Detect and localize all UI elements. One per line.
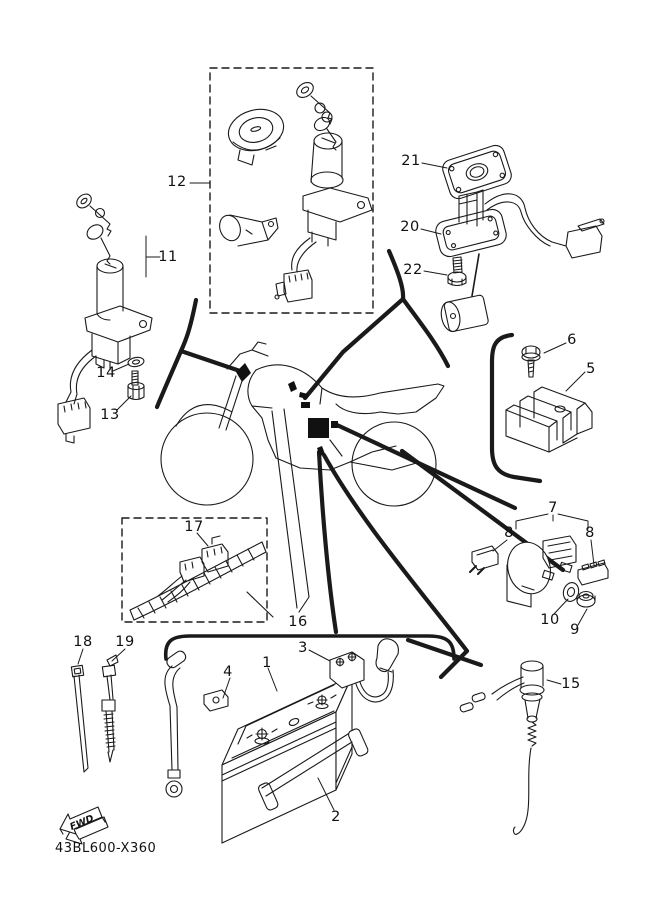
callout-16: 16 [288, 614, 308, 630]
callout-3: 3 [298, 640, 308, 656]
sidestand-switch-15 [459, 661, 544, 834]
fwd-label: FWD [68, 813, 96, 833]
callout-5: 5 [586, 361, 596, 377]
callout-7: 7 [548, 500, 558, 516]
lock-set-12 [216, 80, 372, 302]
motorcycle-outline [161, 342, 444, 506]
fuel-sender-20 [434, 143, 604, 333]
callout-13: 13 [100, 407, 120, 423]
callout-9: 9 [570, 622, 580, 638]
callout-2: 2 [331, 809, 341, 825]
lock-set-box [210, 68, 373, 313]
callout-6: 6 [567, 332, 577, 348]
callout-10: 10 [540, 612, 560, 628]
callout-19: 19 [115, 634, 135, 650]
callout-11: 11 [158, 249, 178, 265]
callout-17: 17 [184, 519, 204, 535]
main-switch-11 [58, 191, 152, 443]
callout-12: 12 [167, 174, 187, 190]
callout-18: 18 [73, 634, 93, 650]
battery-group [165, 636, 454, 843]
rectifier-5 [506, 346, 592, 452]
callout-8a: 8 [504, 525, 514, 541]
callout-21: 21 [401, 153, 421, 169]
diagram-code: 43BL600-X360 [55, 841, 157, 856]
callout-1: 1 [262, 655, 272, 671]
callout-14: 14 [96, 365, 116, 381]
callout-22: 22 [403, 262, 423, 278]
harness-17 [130, 536, 266, 620]
harness-16-leaders [247, 409, 309, 617]
callout-8b: 8 [585, 525, 595, 541]
callout-20: 20 [400, 219, 420, 235]
callout-15: 15 [561, 676, 581, 692]
callout-4: 4 [223, 664, 233, 680]
cable-ties [71, 655, 118, 772]
